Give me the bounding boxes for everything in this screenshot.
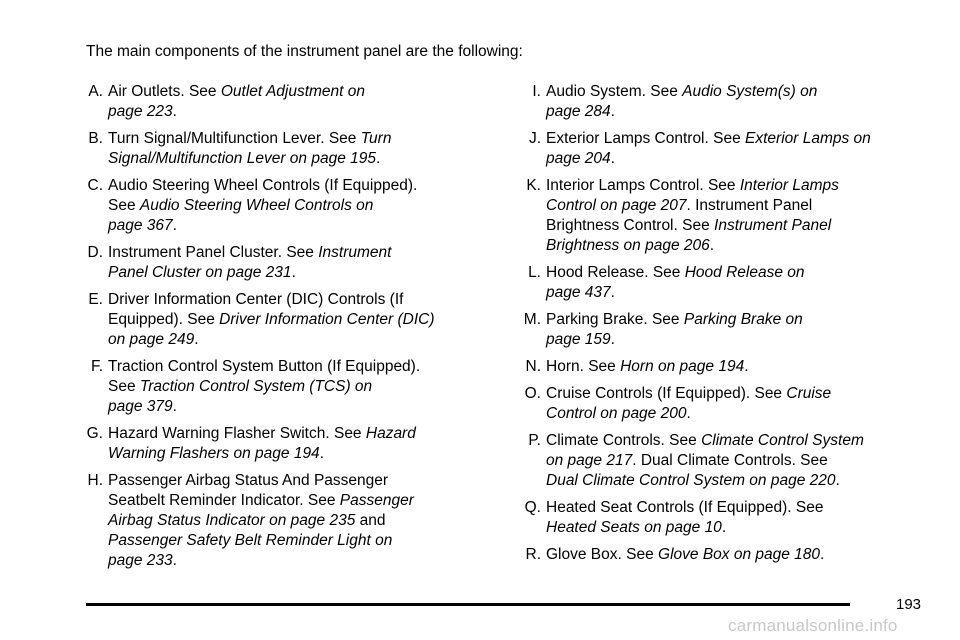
item-label: Brightness Control. See <box>546 217 715 234</box>
item-label: Equipped). See <box>108 311 220 328</box>
item-letter: N. <box>525 358 541 375</box>
page-reference: on page 217 <box>546 452 633 469</box>
item-label: . <box>744 358 749 375</box>
footer-rule <box>86 603 850 606</box>
page-reference: page 159 <box>546 331 611 348</box>
item-letter: G. <box>86 425 103 442</box>
item-letter: F. <box>90 358 103 375</box>
component-item <box>72 176 492 236</box>
item-label: . <box>610 331 615 348</box>
component-item <box>72 290 492 350</box>
item-label: . <box>709 237 715 254</box>
item-letter: C. <box>87 177 103 194</box>
item-label: Horn. See <box>546 358 621 375</box>
item-label: Passenger Airbag Status And Passenger <box>108 472 389 489</box>
component-item <box>72 424 492 464</box>
item-text <box>108 82 492 122</box>
component-item <box>72 243 492 283</box>
page-reference: Passenger Safety Belt Reminder Light on <box>108 532 393 549</box>
item-text <box>546 310 930 350</box>
page-reference: Cruise <box>786 385 832 402</box>
page-number: 193 <box>896 596 922 613</box>
item-label: . <box>610 150 615 167</box>
page-reference: page 379 <box>108 398 173 415</box>
item-text <box>108 357 492 417</box>
page-reference: Hood Release on <box>684 264 805 281</box>
page-reference: Glove Box on page 180 <box>658 546 821 563</box>
page-reference: Exterior Lamps on <box>745 130 871 147</box>
item-letter: D. <box>87 244 103 261</box>
page-reference: Driver Information Center (DIC) <box>219 311 435 328</box>
item-label: Audio Steering Wheel Controls (If Equipped). <box>108 177 418 194</box>
item-label: Climate Controls. See <box>546 432 702 449</box>
item-text <box>546 129 930 169</box>
item-label: Traction Control System Button (If Equipped). <box>108 358 421 375</box>
item-label: Driver Information Center (DIC) Controls (If <box>108 291 404 308</box>
page-reference: Hazard <box>365 425 416 442</box>
page-reference: page 223 <box>108 103 173 120</box>
item-label: Interior Lamps Control. See <box>546 177 740 194</box>
component-item <box>510 82 930 122</box>
page-reference: page 204 <box>546 150 611 167</box>
item-text <box>108 290 492 350</box>
item-label: Audio System. See <box>546 83 683 100</box>
page-reference: page 367 <box>108 217 173 234</box>
item-text <box>546 498 930 538</box>
page-reference: Audio Steering Wheel Controls on <box>139 197 374 214</box>
item-label: and <box>355 512 386 529</box>
component-item <box>510 498 930 538</box>
page-reference: page 284 <box>546 103 611 120</box>
item-label: . <box>172 103 177 120</box>
item-label: . Instrument Panel <box>686 197 813 214</box>
watermark: carmanualsonline.info <box>728 616 898 635</box>
item-text <box>108 471 492 571</box>
item-letter: M. <box>523 311 541 328</box>
component-item <box>72 82 492 122</box>
page-reference: Heated Seats on page 10 <box>546 519 722 536</box>
page-reference: Passenger <box>339 492 414 509</box>
item-label: Seatbelt Reminder Indicator. See <box>108 492 340 509</box>
component-item <box>510 310 930 350</box>
item-label: Exterior Lamps Control. See <box>546 130 746 147</box>
component-item <box>72 129 492 169</box>
item-label: . <box>172 398 177 415</box>
component-item <box>72 471 492 571</box>
component-item <box>510 545 930 565</box>
item-letter: K. <box>526 177 541 194</box>
item-text <box>108 176 492 236</box>
item-label: . <box>721 519 727 536</box>
page-reference: Control on page 200 <box>546 405 687 422</box>
item-letter: B. <box>88 130 103 147</box>
component-item <box>72 357 492 417</box>
item-label: . <box>376 150 381 167</box>
right-column <box>510 82 930 572</box>
item-label: Hood Release. See <box>546 264 685 281</box>
intro-text: The main components of the instrument panel are the following: <box>86 43 523 60</box>
page-reference: Control on page 207 <box>546 197 687 214</box>
item-text <box>108 243 492 283</box>
component-item <box>510 357 930 377</box>
page-reference: page 437 <box>546 284 611 301</box>
item-label: . Dual Climate Controls. See <box>632 452 828 469</box>
page-reference: Signal/Multifunction Lever on page 195 <box>108 150 376 167</box>
item-label: . <box>319 445 324 462</box>
item-text <box>546 431 930 491</box>
item-label: Air Outlets. See <box>108 83 221 100</box>
item-letter: L. <box>528 264 541 281</box>
item-text <box>546 545 930 565</box>
item-letter: R. <box>525 546 541 563</box>
item-text <box>108 129 492 169</box>
page-reference: Dual Climate Control System on page 220 <box>546 472 836 489</box>
item-text <box>546 82 930 122</box>
item-letter: O. <box>524 385 541 402</box>
item-letter: Q. <box>524 499 541 516</box>
item-letter: P. <box>528 432 541 449</box>
item-text <box>108 424 492 464</box>
item-label: . <box>820 546 825 563</box>
item-label: . <box>610 103 615 120</box>
page-reference: page 233 <box>108 552 173 569</box>
item-text <box>546 263 930 303</box>
item-letter: A. <box>88 83 103 100</box>
item-letter: J. <box>528 130 541 147</box>
component-item <box>510 384 930 424</box>
item-label: Parking Brake. See <box>546 311 684 328</box>
page-reference: Horn on page 194 <box>620 358 745 375</box>
page-reference: Turn <box>360 130 392 147</box>
item-label: See <box>108 378 140 395</box>
left-column <box>72 82 492 578</box>
item-label: . <box>172 552 177 569</box>
page-reference: on page 249 <box>108 331 195 348</box>
item-label: Hazard Warning Flasher Switch. See <box>108 425 366 442</box>
item-label: Turn Signal/Multifunction Lever. See <box>108 130 361 147</box>
page-reference: Airbag Status Indicator on page 235 <box>108 512 356 529</box>
page-reference: Instrument Panel <box>714 217 832 234</box>
item-label: . <box>686 405 691 422</box>
item-label: Cruise Controls (If Equipped). See <box>546 385 787 402</box>
page-reference: Climate Control System <box>701 432 864 449</box>
item-text <box>546 176 930 256</box>
item-label: Instrument Panel Cluster. See <box>108 244 319 261</box>
item-text <box>546 384 930 424</box>
item-letter: E. <box>88 291 103 308</box>
page-reference: Panel Cluster on page 231 <box>108 264 292 281</box>
item-label: . <box>835 472 840 489</box>
item-label: See <box>108 197 140 214</box>
page-reference: Parking Brake on <box>683 311 803 328</box>
component-item <box>510 176 930 256</box>
item-letter: H. <box>87 472 103 489</box>
component-item <box>510 129 930 169</box>
item-label: Glove Box. See <box>546 546 659 563</box>
component-item <box>510 431 930 491</box>
item-text <box>546 357 930 377</box>
component-item <box>510 263 930 303</box>
page-reference: Traction Control System (TCS) on <box>139 378 373 395</box>
page-reference: Warning Flashers on page 194 <box>108 445 320 462</box>
page-reference: Interior Lamps <box>739 177 839 194</box>
page-reference: Outlet Adjustment on <box>220 83 366 100</box>
item-label: Heated Seat Controls (If Equipped). See <box>546 499 824 516</box>
item-letter: I. <box>532 83 541 100</box>
item-label: . <box>610 284 615 301</box>
page-reference: Brightness on page 206 <box>546 237 710 254</box>
page-reference: Audio System(s) on <box>682 83 818 100</box>
item-label: . <box>291 264 296 281</box>
item-label: . <box>194 331 199 348</box>
page-reference: Instrument <box>318 244 392 261</box>
item-label: . <box>172 217 177 234</box>
